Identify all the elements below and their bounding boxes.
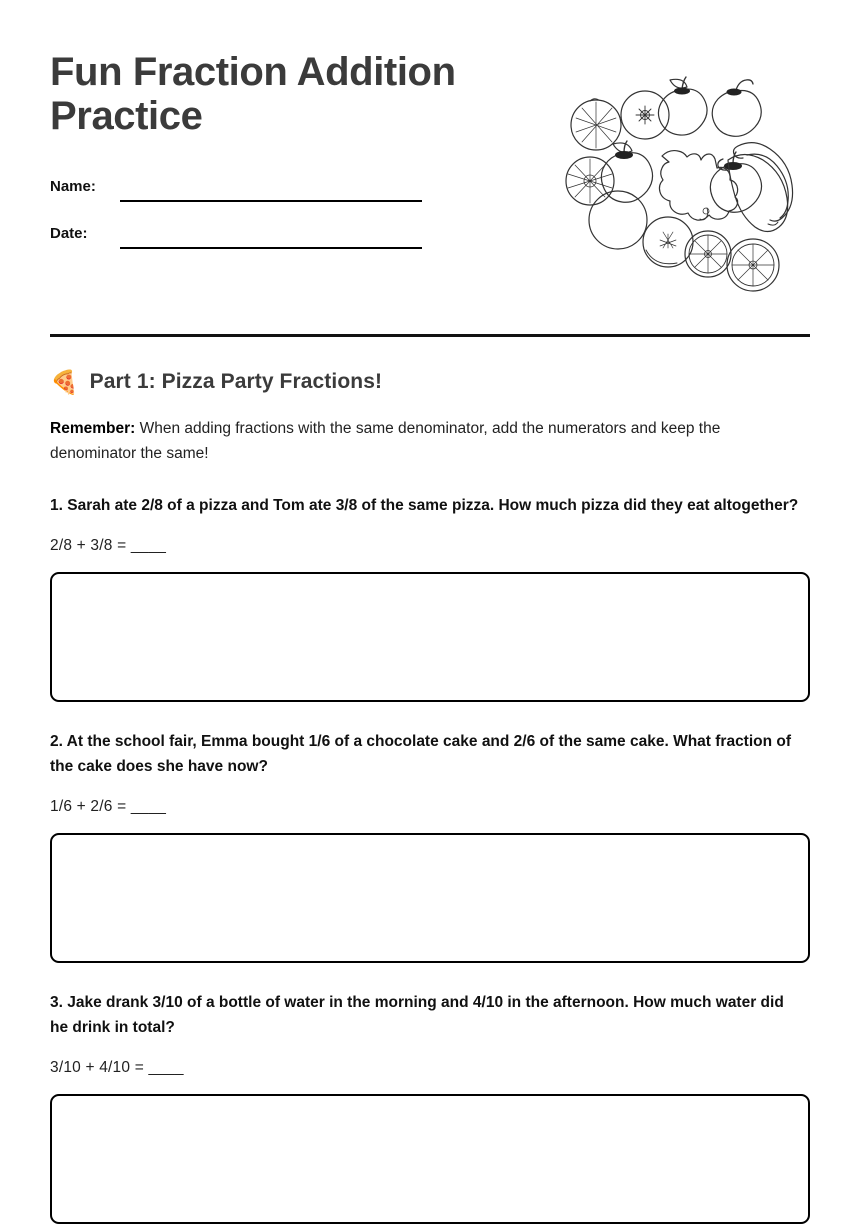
date-field-write-line[interactable] [120,247,422,249]
page-title: Fun Fraction Addition Practice [50,50,456,138]
question-2-equation: 1/6 + 2/6 = ____ [50,798,167,815]
student-info-fields [50,168,422,249]
question-1 [50,493,810,702]
question-3-answer-box[interactable] [50,1094,810,1224]
worksheet-header [50,44,810,296]
question-1-text: 1. Sarah ate 2/8 of a pizza and Tom ate 3/8 of the same pizza. How much pizza did they eat altogether? [50,497,799,514]
name-field-label: Name: [50,178,96,195]
question-3-equation: 3/10 + 4/10 = ____ [50,1059,184,1076]
remember-text: When adding fractions with the same denominator, add the numerators and keep the denominator the same! [50,420,721,462]
name-field-row [50,168,422,202]
question-2-text: 2. At the school fair, Emma bought 1/6 of a chocolate cake and 2/6 of the same cake. What fraction of the cake does she have now? [50,733,792,775]
date-field-label: Date: [50,225,88,242]
question-2 [50,729,810,963]
section-title: Part 1: Pizza Party Fractions! [89,370,383,393]
name-field-write-line[interactable] [120,200,422,202]
question-1-answer-box[interactable] [50,572,810,702]
fruit-illustration [560,68,810,293]
date-field-row [50,215,422,249]
section-heading [50,370,810,394]
remember-note [50,416,770,466]
question-2-answer-box[interactable] [50,833,810,963]
pizza-slice-icon: 🍕 [50,368,79,395]
remember-label: Remember: [50,420,136,437]
question-3 [50,990,810,1224]
header-divider [50,334,810,337]
question-3-text: 3. Jake drank 3/10 of a bottle of water in the morning and 4/10 in the afternoon. How much water did he drink in total? [50,994,784,1036]
question-1-equation: 2/8 + 3/8 = ____ [50,537,167,554]
